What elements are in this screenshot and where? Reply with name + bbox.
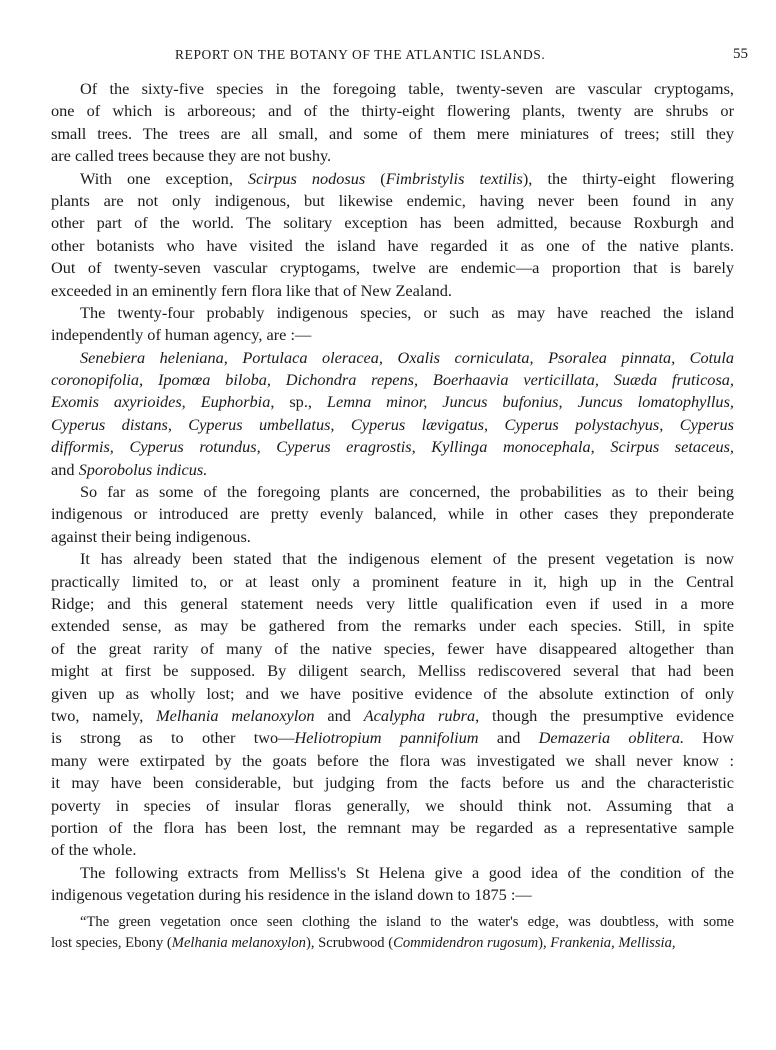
text-line — [51, 593, 734, 615]
text-line — [51, 391, 734, 413]
text-run: of the great rarity of many of the native species, fewer have disappeared altogether than — [51, 638, 734, 658]
text-run: , though the presumptive evidence — [475, 705, 735, 725]
text-line — [51, 436, 734, 458]
text-line — [51, 280, 734, 302]
paragraph-indigenous-element — [51, 548, 734, 861]
text-line — [51, 414, 734, 436]
text-line — [51, 459, 734, 481]
text-line — [51, 302, 734, 324]
text-run: practically limited to, or at least only a prominent feature in it, high up in the Central — [51, 571, 734, 591]
text-line — [51, 795, 734, 817]
paragraph-endemic-exception — [51, 168, 734, 302]
paragraph-probabilities — [51, 481, 734, 548]
text-run: poverty in species of insular floras generally, we should think not. Assuming that a — [51, 795, 734, 815]
text-line — [51, 772, 734, 794]
text-run: ), the thirty-eight flowering — [522, 168, 734, 188]
text-run: it may have been considerable, but judging from the facts before us and the characteristic — [51, 773, 734, 793]
text-run: other botanists who have visited the island have regarded it as one of the native plants. — [51, 235, 734, 255]
text-line — [51, 571, 734, 593]
text-run: ), Scrubwood ( — [305, 935, 394, 952]
italic-taxon: coronopifolia, Ipomœa biloba, Dichondra repens, Boerhaavia verticillata, Suæda fruticosa, — [51, 370, 734, 390]
text-line — [51, 615, 734, 637]
body-text — [51, 78, 734, 954]
text-run: “The green vegetation once seen clothing the island to the water's edge, was doubtless, with some — [80, 914, 734, 931]
text-run: other part of the world. The solitary exception has been admitted, because Roxburgh and — [51, 213, 734, 233]
italic-taxon: Senebiera heleniana, Portulaca oleracea, Oxalis corniculata, Psoralea pinnata, Cotula — [80, 347, 734, 367]
italic-taxon: Lemna minor, Juncus bufonius, Juncus lomatophyllus, — [326, 392, 734, 412]
text-line — [51, 257, 734, 279]
text-run: given up as wholly lost; and we have positive evidence of the absolute extinction of only — [51, 683, 734, 703]
text-run: two, namely, — [51, 705, 157, 725]
text-run: and — [51, 459, 79, 479]
text-line — [51, 839, 734, 861]
italic-taxon: Exomis axyrioides, Euphorbia — [51, 392, 271, 412]
italic-taxon: Melhania melanoxylon — [156, 705, 315, 725]
text-line — [51, 235, 734, 257]
text-run: With one exception, — [80, 168, 248, 188]
text-line — [51, 750, 734, 772]
text-run: and — [314, 705, 364, 725]
text-run: How — [684, 728, 734, 748]
text-run: of the whole. — [51, 840, 137, 860]
text-run: So far as some of the foregoing plants are concerned, the probabilities as to their being — [80, 482, 734, 502]
italic-taxon: Fimbristylis textilis — [385, 168, 523, 188]
text-run: and — [478, 728, 539, 748]
text-line — [51, 548, 734, 570]
italic-taxon: Sporobolus indicus. — [78, 459, 208, 479]
text-line — [51, 78, 734, 100]
quotation-melliss — [51, 912, 734, 954]
text-run: The following extracts from Melliss's St Helena give a good idea of the condition of the — [80, 862, 734, 882]
text-run: lost species, Ebony ( — [51, 935, 172, 952]
text-line — [51, 912, 734, 933]
text-line — [51, 369, 734, 391]
text-run: many were extirpated by the goats before the flora was investigated we shall never know : — [51, 750, 734, 770]
text-line — [51, 212, 734, 234]
text-run: is strong as to other two— — [51, 728, 295, 748]
text-run: ( — [365, 168, 386, 188]
italic-taxon: Commidendron rugosum — [393, 935, 539, 952]
text-line — [51, 884, 734, 906]
paragraph-species-count — [51, 78, 734, 168]
italic-taxon: Melhania melanoxylon — [171, 935, 306, 952]
text-line — [51, 862, 734, 884]
text-run: exceeded in an eminently fern flora like that of New Zealand. — [51, 280, 452, 300]
text-line — [51, 727, 734, 749]
running-title: REPORT ON THE BOTANY OF THE ATLANTIC ISLANDS. — [175, 47, 546, 62]
text-run: are called trees because they are not bushy. — [51, 146, 332, 166]
text-line — [51, 324, 734, 346]
text-run: Out of twenty-seven vascular cryptogams, twelve are endemic—a proportion that is barely — [51, 258, 734, 278]
text-run: independently of human agency, are :— — [51, 325, 312, 345]
text-run: portion of the flora has been lost, the remnant may be regarded as a representative sample — [51, 817, 734, 837]
text-run: The twenty-four probably indigenous species, or such as may have reached the island — [80, 302, 734, 322]
text-run: It has already been stated that the indigenous element of the present vegetation is now — [80, 549, 734, 569]
text-run: indigenous or introduced are pretty evenly balanced, while in other cases they preponderate — [51, 504, 734, 524]
page-number: 55 — [733, 46, 748, 62]
text-line — [51, 190, 734, 212]
italic-taxon: Acalypha rubra — [363, 705, 476, 725]
text-line — [51, 145, 734, 167]
italic-taxon: Heliotropium pannifolium — [294, 728, 479, 748]
text-run: against their being indigenous. — [51, 526, 251, 546]
text-line — [51, 817, 734, 839]
text-run: ), — [538, 935, 551, 952]
text-line — [51, 705, 734, 727]
text-line — [51, 347, 734, 369]
paragraph-following-extracts — [51, 862, 734, 907]
text-line — [51, 683, 734, 705]
italic-taxon: difformis, Cyperus rotundus, Cyperus eragrostis, Kyllinga monocephala, Scirpus setaceus, — [51, 437, 734, 457]
italic-taxon: Cyperus distans, Cyperus umbellatus, Cyperus lævigatus, Cyperus polystachyus, Cyperus — [51, 414, 734, 434]
text-run: might at first be supposed. By diligent search, Melliss rediscovered several that had been — [51, 661, 734, 681]
text-line — [51, 100, 734, 122]
text-line — [51, 660, 734, 682]
italic-taxon: Demazeria oblitera. — [538, 728, 685, 748]
paragraph-species-list — [51, 347, 734, 481]
text-run: indigenous vegetation during his residence in the island down to 1875 :— — [51, 885, 532, 905]
text-line — [51, 168, 734, 190]
italic-taxon: Scirpus nodosus — [247, 168, 366, 188]
italic-taxon: Frankenia, Mellissia, — [550, 935, 676, 952]
text-line — [51, 933, 734, 954]
text-run: one of which is arboreous; and of the thirty-eight flowering plants, twenty are shrubs or — [51, 101, 734, 121]
text-run: small trees. The trees are all small, and some of them mere miniatures of trees; still they — [51, 123, 734, 143]
text-line — [51, 123, 734, 145]
text-line — [51, 638, 734, 660]
text-line — [51, 503, 734, 525]
paragraph-twenty-four-species — [51, 302, 734, 347]
text-line — [51, 526, 734, 548]
text-run: Of the sixty-five species in the foregoing table, twenty-seven are vascular cryptogams, — [80, 79, 734, 98]
running-head — [0, 47, 776, 67]
text-run: , sp., — [270, 392, 327, 412]
text-line — [51, 481, 734, 503]
text-run: extended sense, as may be gathered from the remarks under each species. Still, in spite — [51, 616, 734, 636]
text-run: Ridge; and this general statement needs very little qualification even if used in a more — [51, 593, 734, 613]
text-run: plants are not only indigenous, but likewise endemic, having never been found in any — [51, 190, 734, 210]
